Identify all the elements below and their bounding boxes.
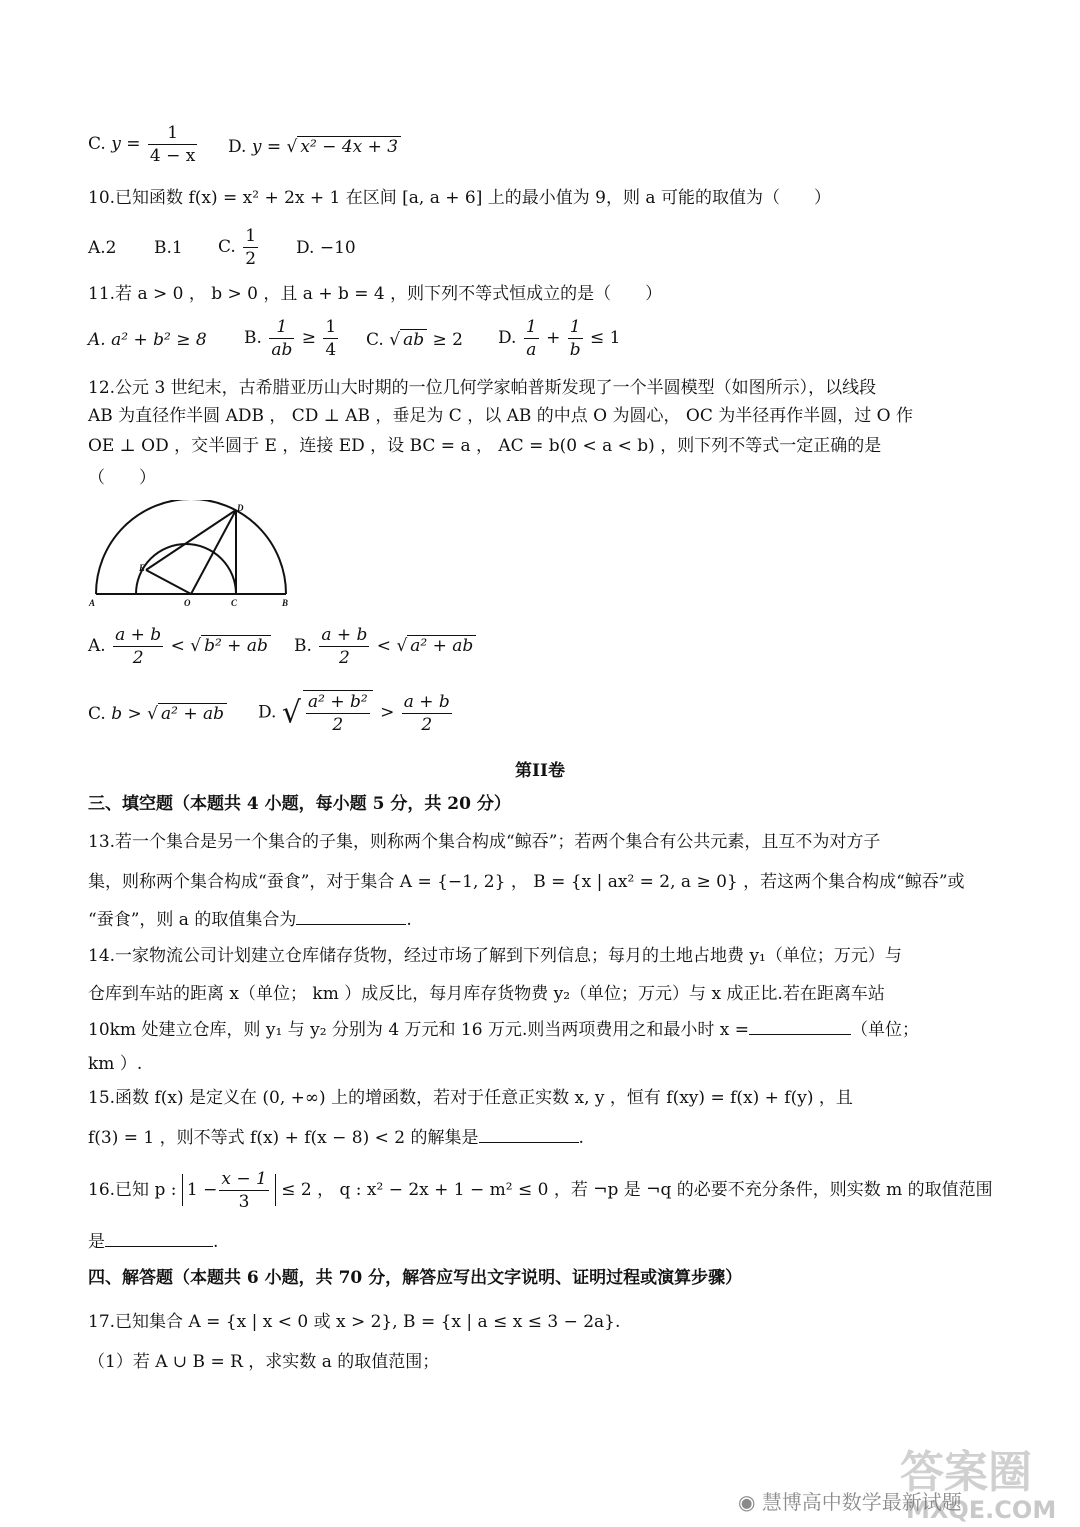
q11-c-tail: ≥ 2	[432, 330, 463, 350]
q11-b-relation: ≥	[301, 328, 316, 348]
sqrt-sign: √	[147, 704, 158, 724]
q9-d-label: D.	[228, 137, 247, 157]
q11-option-c	[366, 330, 463, 350]
q11-b-label: B.	[244, 328, 262, 348]
q14-line4: km ）.	[88, 1054, 143, 1074]
q11-d-frac1: $\frac{1}{a}$	[525, 317, 537, 360]
q11-d-plus: +	[546, 328, 561, 348]
q14-line1: 14.一家物流公司计划建立仓库储存货物，经过市场了解到下列信息；每月的土地占地费 y₁（单位；万元）与	[88, 946, 902, 966]
q9-option-d	[228, 137, 401, 157]
segment-od	[191, 510, 236, 594]
watermark-text: 慧博高中数学最新试题	[761, 1490, 962, 1514]
sqrt-sign: √	[396, 636, 408, 656]
q9-c-label: C.	[88, 134, 106, 154]
q12-line2: AB 为直径作半圆 ADB ， CD ⊥ AB ，垂足为 C ，以 AB 的中点 O 为圆心， OC 为半径再作半圆，过 O 作	[88, 406, 914, 426]
q10-option-c	[218, 225, 260, 270]
q14-line2: 仓库到车站的距离 x（单位； km ）成反比，每月库存货物费 y₂（单位；万元）与 x 成正比.若在距离车站	[88, 984, 885, 1004]
label-o: O	[184, 598, 191, 608]
volume-heading: 第II卷	[515, 761, 565, 781]
q13-line1: 13.若一个集合是另一个集合的子集，则称两个集合构成“鲸吞”；若两个集合有公共元素，且互不为对方子	[88, 832, 881, 852]
q14-line3	[88, 1018, 919, 1042]
q12-d-label: D.	[258, 702, 277, 723]
q12-option-d	[258, 690, 454, 736]
q12-b-label: B.	[294, 636, 312, 656]
q11-option-b	[244, 316, 340, 361]
label-a: A	[89, 598, 96, 608]
sqrt-sign: √	[389, 330, 401, 350]
q15-answer-blank	[479, 1142, 579, 1143]
q16-fraction: $\frac{x - 1}{3}$	[221, 1169, 267, 1212]
q12-a-fraction: $\frac{a + b}{2}$	[115, 625, 162, 668]
q9-d-expr: y =	[251, 137, 282, 157]
q16-abs-one: 1 −	[186, 1180, 218, 1200]
q13-line3-end: .	[406, 910, 412, 930]
q10-option-d: D. −10	[296, 238, 356, 258]
sqrt-sign: √	[190, 636, 202, 656]
q16-pre: 16.已知 p :	[88, 1180, 177, 1200]
q15-line2-end: .	[578, 1128, 584, 1148]
sqrt-sign: √	[286, 137, 298, 157]
q12-d-frac2: $\frac{a + b}{2}$	[403, 691, 450, 735]
q12-line4: （ ）	[88, 468, 156, 488]
q12-a-label: A.	[88, 636, 106, 656]
q12-d-relation: >	[380, 702, 395, 723]
q16-line2	[88, 1230, 218, 1254]
q14-line3-end: （单位；	[851, 1020, 920, 1040]
q15-line1: 15.函数 f(x) 是定义在 (0, +∞) 上的增函数，若对于任意正实数 x, y ，恒有 f(xy) = f(x) + f(y) ，且	[88, 1088, 853, 1108]
q11-c-label: C.	[366, 330, 384, 350]
q12-c-expr: b >	[111, 704, 142, 724]
q12-b-relation: <	[376, 636, 392, 656]
q16-post: ≤ 2 ， q : x² − 2x + 1 − m² ≤ 0 ，若 ¬p 是 ¬q 的必要不充分条件，则实数 m 的取值范围	[281, 1180, 993, 1200]
q16-answer-blank	[105, 1246, 213, 1247]
q12-line3: OE ⊥ OD ，交半圆于 E ，连接 ED ，设 BC = a ， AC = b(0 < a < b) ，则下列不等式一定正确的是	[88, 436, 882, 456]
q11-d-frac2: $\frac{1}{b}$	[569, 317, 581, 360]
q13-line2: 集，则称两个集合构成“蚕食”，对于集合 A = {−1, 2} ， B = {x | ax² = 2, a ≥ 0} ，若这两个集合构成“鲸吞”或	[88, 872, 965, 892]
q12-b-radicand: a² + ab	[407, 635, 476, 656]
q13-line3	[88, 908, 412, 932]
q11-option-d	[498, 316, 621, 361]
q17-line2: （1）若 A ∪ B = R ，求实数 a 的取值范围；	[88, 1352, 440, 1372]
watermark-logo: 答案圈	[900, 1447, 1032, 1498]
q14-line3-text: 10km 处建立仓库，则 y₁ 与 y₂ 分别为 4 万元和 16 万元.则当两项费用之和最小时 x =	[88, 1020, 750, 1040]
q11-option-a: A. a² + b² ≥ 8	[88, 330, 207, 350]
q11-d-tail: ≤ 1	[590, 328, 621, 348]
q12-c-radicand: a² + ab	[158, 703, 227, 724]
q16-line2-text: 是	[88, 1232, 105, 1252]
q13-line3-text: “蚕食”，则 a 的取值集合为	[88, 910, 297, 930]
label-b: B	[282, 598, 289, 608]
watermark-site: MXQE.COM	[906, 1496, 1057, 1524]
section4-heading: 四、解答题（本题共 6 小题，共 70 分，解答应写出文字说明、证明过程或演算步骤）	[88, 1268, 743, 1288]
q11-d-label: D.	[498, 328, 517, 348]
q15-line2	[88, 1126, 584, 1150]
q12-a-radicand: b² + ab	[201, 635, 271, 656]
q12-b-fraction: $\frac{a + b}{2}$	[321, 625, 368, 668]
label-e: E	[139, 563, 146, 573]
q11-c-radicand: ab	[400, 329, 427, 350]
q10-c-label: C.	[218, 237, 236, 257]
large-semicircle	[96, 500, 286, 594]
q15-line2-text: f(3) = 1 ，则不等式 f(x) + f(x − 8) < 2 的解集是	[88, 1128, 479, 1148]
q12-option-b	[294, 624, 476, 669]
section3-heading: 三、填空题（本题共 4 小题，每小题 5 分，共 20 分）	[88, 794, 511, 814]
q12-semicircle-figure	[86, 500, 296, 612]
q12-a-relation: <	[170, 636, 185, 656]
label-c: C	[231, 598, 238, 608]
segment-oe	[146, 570, 191, 594]
q16-absolute-value	[182, 1169, 276, 1212]
small-semicircle	[136, 544, 236, 594]
q10-option-a: A.2	[88, 238, 117, 258]
q11-b-frac1: $\frac{1}{ab}$	[271, 317, 293, 360]
q16-line1	[88, 1168, 993, 1213]
sqrt-sign: √	[281, 695, 301, 731]
q9-c-fraction: $\frac{1}{4 - x}$	[149, 123, 196, 166]
q12-option-a	[88, 624, 271, 669]
q12-d-frac1: $\frac{\text{a² + b²}}{2}$	[303, 690, 373, 736]
wechat-icon: ◉	[738, 1490, 756, 1514]
label-d: D	[237, 503, 244, 513]
q12-option-c	[88, 704, 227, 724]
q17-line1: 17.已知集合 A = {x | x < 0 或 x > 2}, B = {x | a ≤ x ≤ 3 − 2a}.	[88, 1312, 621, 1332]
q9-c-expr: y =	[111, 134, 141, 154]
q12-line1: 12.公元 3 世纪末，古希腊亚历山大时期的一位几何学家帕普斯发现了一个半圆模型（如图所示），以线段	[88, 378, 877, 398]
q10-option-b: B.1	[154, 238, 183, 258]
q11-stem: 11.若 a > 0 ， b > 0 ，且 a + b = 4 ，则下列不等式恒成立的是（ ）	[88, 284, 663, 304]
q12-c-label: C.	[88, 704, 106, 724]
q10-c-fraction: $\frac{1}{2}$	[245, 226, 257, 269]
q10-stem: 10.已知函数 f(x) = x² + 2x + 1 在区间 [a, a + 6] 上的最小值为 9，则 a 可能的取值为（ ）	[88, 188, 831, 208]
q14-answer-blank	[749, 1034, 851, 1035]
q9-option-c	[88, 122, 199, 167]
q11-b-frac2: $\frac{1}{4}$	[325, 317, 337, 360]
q13-answer-blank	[296, 924, 406, 925]
q9-d-radicand: x² − 4x + 3	[297, 136, 401, 157]
q16-line2-end: .	[213, 1232, 219, 1252]
